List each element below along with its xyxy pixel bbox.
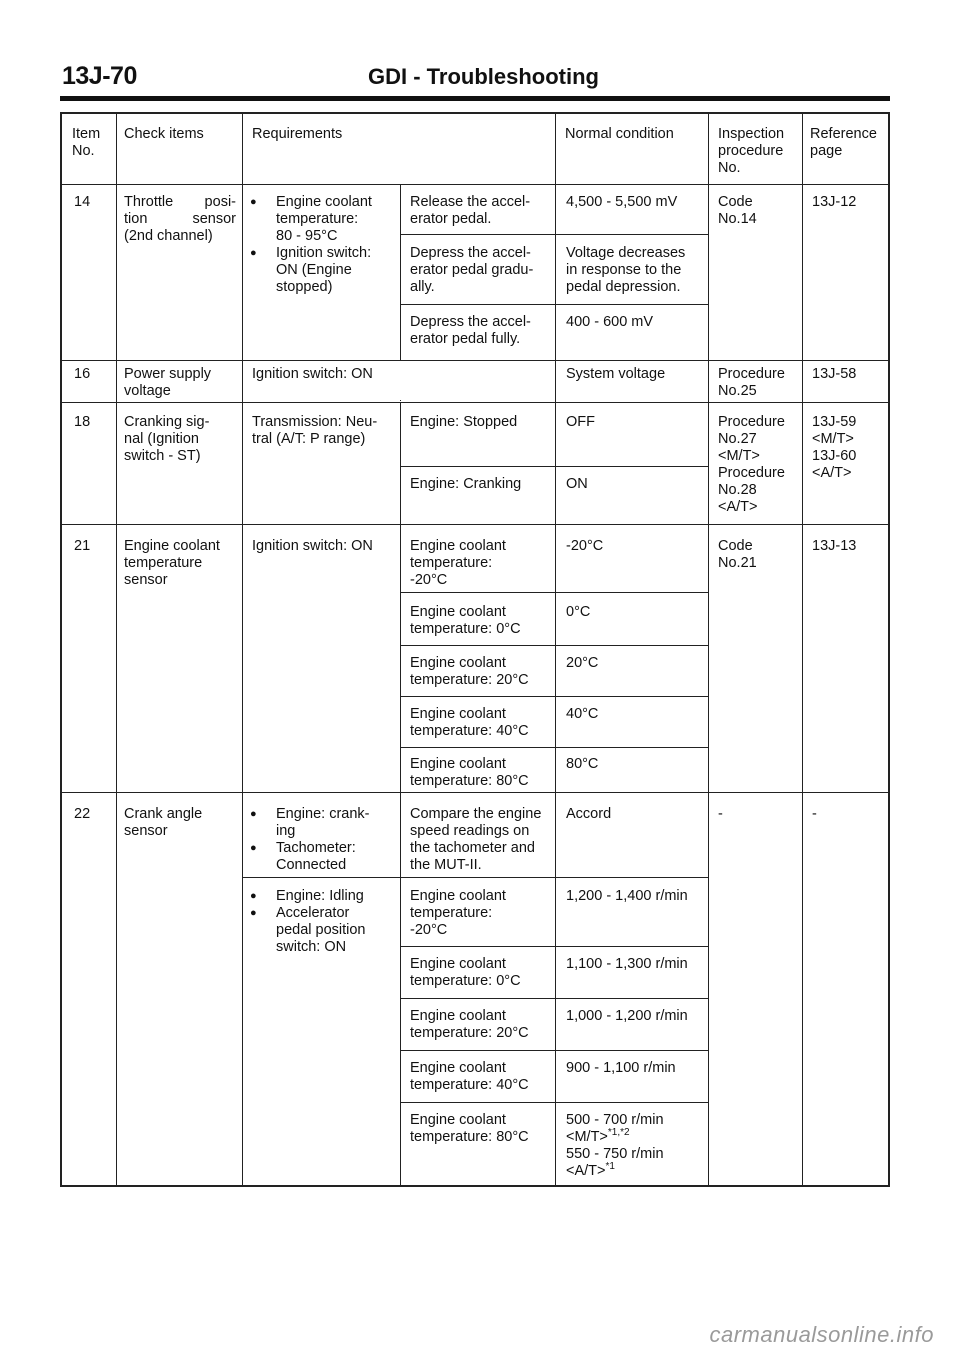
subrow-divider	[400, 466, 708, 467]
cond-divider	[400, 400, 401, 401]
reference-page: 13J-12	[812, 194, 857, 210]
subrow-divider	[400, 696, 708, 697]
footnote-marker: *1	[605, 1161, 615, 1173]
condition: Engine coolant temperature: 0°C	[410, 956, 521, 989]
header-inspection-procedure: Inspection procedure No.	[718, 126, 785, 176]
condition: Engine coolant temperature: 20°C	[410, 1008, 529, 1041]
check-item	[124, 194, 236, 245]
condition: Engine coolant temperature: 40°C	[410, 706, 529, 739]
page-number: 13J-70	[62, 62, 137, 90]
inspection-procedure: Code No.14	[718, 194, 757, 227]
requirement-bullet: ● Tachometer: Connected	[248, 840, 396, 874]
check-item: Crank angle sensor	[124, 806, 203, 839]
normal-condition: 900 - 1,100 r/min	[566, 1060, 676, 1076]
inspection-procedure: Procedure No.25	[718, 366, 785, 399]
header-item-no: Item No.	[72, 126, 101, 159]
col-divider	[802, 114, 803, 1187]
subrow-divider	[400, 234, 708, 235]
header-reference-page: Reference page	[810, 126, 877, 159]
condition: Engine: Stopped	[410, 414, 518, 430]
normal-condition: 20°C	[566, 655, 599, 671]
header-check-items: Check items	[124, 126, 204, 142]
reference-page: 13J-59 <M/T> 13J-60 <A/T>	[812, 414, 857, 481]
check-item: Engine coolant temperature sensor	[124, 538, 220, 588]
col-divider	[242, 114, 243, 1187]
check-item: Cranking sig- nal (Ignition switch - ST)	[124, 414, 210, 464]
reference-page: 13J-13	[812, 538, 857, 554]
cond-divider	[400, 184, 401, 360]
requirements-list	[248, 806, 396, 874]
normal-condition: System voltage	[566, 366, 666, 382]
cond-divider	[400, 402, 401, 524]
subrow-divider	[400, 747, 708, 748]
subrow-divider	[400, 1050, 708, 1051]
reference-page: 13J-58	[812, 366, 857, 382]
requirement: Transmission: Neu- tral (A/T: P range)	[252, 414, 378, 447]
normal-condition: 0°C	[566, 604, 591, 620]
check-item: Power supply voltage	[124, 366, 212, 399]
condition: Engine coolant temperature: 80°C	[410, 1112, 529, 1145]
condition: Depress the accel- erator pedal fully.	[410, 314, 531, 347]
subrow-divider	[400, 946, 708, 947]
page-header	[62, 62, 890, 92]
condition: Engine coolant temperature: 40°C	[410, 1060, 529, 1093]
requirements-list	[248, 888, 396, 956]
item-no: 14	[74, 194, 91, 210]
col-divider	[708, 114, 709, 1187]
check-line: Throttle posi-	[124, 194, 236, 210]
subrow-divider	[400, 304, 708, 305]
requirement-bullet: ● Engine: crank- ing	[248, 806, 396, 840]
subrow-divider	[400, 645, 708, 646]
normal-line-text: <A/T>	[566, 1163, 606, 1179]
normal-line: 550 - 750 r/min	[566, 1146, 664, 1162]
condition: Engine: Cranking	[410, 476, 522, 492]
normal-condition: 1,100 - 1,300 r/min	[566, 956, 688, 972]
check-line: tion sensor	[124, 211, 236, 227]
check-line: (2nd channel)	[124, 228, 213, 244]
normal-line	[566, 1129, 706, 1146]
normal-line-text: <M/T>	[566, 1129, 608, 1145]
row-divider	[62, 402, 890, 403]
normal-condition: 80°C	[566, 756, 599, 772]
subrow-divider	[400, 1102, 708, 1103]
footnote-marker: *1,*2	[607, 1127, 630, 1139]
normal-condition: Accord	[566, 806, 612, 822]
row-divider	[62, 792, 890, 793]
normal-condition: 1,000 - 1,200 r/min	[566, 1008, 688, 1024]
normal-line: 500 - 700 r/min	[566, 1112, 664, 1128]
col-divider	[116, 114, 117, 1187]
header-normal-condition: Normal condition	[565, 126, 674, 142]
subrow-divider	[400, 998, 708, 999]
item-no: 18	[74, 414, 91, 430]
item-no: 22	[74, 806, 91, 822]
condition: Engine coolant temperature: -20°C	[410, 538, 506, 588]
normal-condition: 400 - 600 mV	[566, 314, 654, 330]
condition: Engine coolant temperature: 20°C	[410, 655, 529, 688]
item-no: 21	[74, 538, 91, 554]
requirement-bullet: ● Ignition switch: ON (Engine stopped)	[248, 245, 396, 296]
condition: Engine coolant temperature: -20°C	[410, 888, 506, 938]
row-divider	[62, 360, 890, 361]
normal-condition: Voltage decreases in response to the pedal depression.	[566, 245, 686, 295]
inspection-procedure: Procedure No.27 <M/T> Procedure No.28 <A/T>	[718, 414, 785, 515]
normal-condition: 40°C	[566, 706, 599, 722]
page-title: GDI - Troubleshooting	[368, 64, 599, 89]
requirement: Ignition switch: ON	[252, 366, 373, 382]
condition: Engine coolant temperature: 80°C	[410, 756, 529, 789]
normal-condition-multi	[566, 1112, 706, 1180]
troubleshooting-table	[60, 112, 890, 1187]
requirement-bullet: ● Engine coolant temperature: 80 - 95°C	[248, 194, 396, 245]
inspection-procedure: Code No.21	[718, 538, 757, 571]
normal-line	[566, 1163, 706, 1180]
condition: Engine coolant temperature: 0°C	[410, 604, 521, 637]
requirement-bullet: ● Engine: Idling	[248, 888, 396, 905]
normal-condition: 4,500 - 5,500 mV	[566, 194, 678, 210]
normal-condition: -20°C	[566, 538, 604, 554]
condition: Depress the accel- erator pedal gradu- ally.	[410, 245, 534, 295]
requirement-bullet: ● Accelerator pedal position switch: ON	[248, 905, 396, 956]
cond-divider	[400, 524, 401, 1187]
header-rule	[60, 96, 890, 101]
normal-condition: OFF	[566, 414, 595, 430]
row-divider	[62, 524, 890, 525]
col-divider	[555, 114, 556, 1187]
row-divider	[62, 184, 890, 185]
normal-condition: 1,200 - 1,400 r/min	[566, 888, 688, 904]
watermark: carmanualsonline.info	[709, 1322, 934, 1347]
inspection-procedure: -	[718, 806, 723, 822]
normal-condition: ON	[566, 476, 588, 492]
requirement: Ignition switch: ON	[252, 538, 373, 554]
item-no: 16	[74, 366, 91, 382]
requirements-list	[248, 194, 396, 296]
condition: Compare the engine speed readings on the tachometer and the MUT-II.	[410, 806, 542, 873]
subrow-divider	[242, 877, 708, 878]
condition: Release the accel- erator pedal.	[410, 194, 531, 227]
header-requirements: Requirements	[252, 126, 343, 142]
reference-page: -	[812, 806, 817, 822]
subrow-divider	[400, 592, 708, 593]
